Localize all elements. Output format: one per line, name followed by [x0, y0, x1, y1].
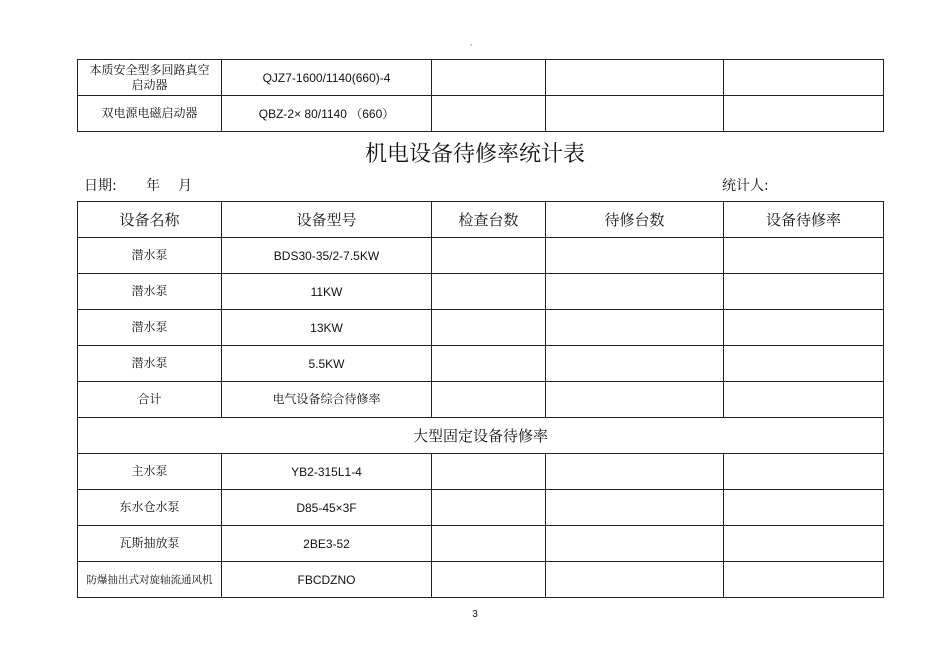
equipment-name-cell: 潜水泵: [78, 238, 222, 274]
empty-cell: [546, 96, 724, 132]
table-row: [78, 60, 884, 96]
section-title: 大型固定设备待修率: [78, 418, 884, 454]
header-cell-checked: 检查台数: [432, 202, 546, 238]
empty-cell: [724, 60, 884, 96]
empty-cell: [432, 562, 546, 598]
equipment-name-cell: 防爆抽出式对旋轴流通风机: [78, 562, 222, 598]
empty-cell: [546, 60, 724, 96]
header-row: [78, 202, 884, 238]
equipment-model-cell: 13KW: [222, 310, 432, 346]
equipment-name-cell: 瓦斯抽放泵: [78, 526, 222, 562]
empty-cell: [546, 454, 724, 490]
equipment-model-cell: FBCDZNO: [222, 562, 432, 598]
empty-cell: [546, 526, 724, 562]
empty-cell: [432, 526, 546, 562]
empty-cell: [724, 382, 884, 418]
empty-cell: [546, 310, 724, 346]
empty-cell: [432, 310, 546, 346]
empty-cell: [432, 454, 546, 490]
header-cell-rate: 设备待修率: [724, 202, 884, 238]
stat-person-label: 统计人:: [722, 178, 769, 194]
table-row: [78, 454, 884, 490]
table-row: [78, 526, 884, 562]
empty-cell: [432, 490, 546, 526]
speck-mark: [470, 44, 472, 46]
empty-cell: [432, 238, 546, 274]
top-table: [77, 59, 884, 132]
table-row: [78, 346, 884, 382]
year-label: 年: [146, 178, 160, 194]
section-row: [78, 418, 884, 454]
equipment-model-cell: 11KW: [222, 274, 432, 310]
month-label: 月: [178, 178, 192, 194]
page-title: 机电设备待修率统计表: [364, 142, 585, 167]
table-row: [78, 238, 884, 274]
empty-cell: [724, 346, 884, 382]
empty-cell: [546, 490, 724, 526]
empty-cell: [546, 346, 724, 382]
empty-cell: [546, 562, 724, 598]
main-table: [77, 201, 884, 598]
empty-cell: [432, 96, 546, 132]
empty-cell: [432, 60, 546, 96]
equipment-model-cell: 2BE3-52: [222, 526, 432, 562]
equipment-name-cell: 潜水泵: [78, 346, 222, 382]
header-cell-model: 设备型号: [222, 202, 432, 238]
empty-cell: [724, 310, 884, 346]
empty-cell: [724, 274, 884, 310]
table-row: [78, 562, 884, 598]
empty-cell: [724, 96, 884, 132]
empty-cell: [546, 238, 724, 274]
empty-cell: [724, 490, 884, 526]
empty-cell: [724, 526, 884, 562]
equipment-name-cell: 主水泵: [78, 454, 222, 490]
date-label: 日期:: [84, 178, 117, 194]
table-row: [78, 382, 884, 418]
equipment-name-cell: 本质安全型多回路真空启动器: [78, 60, 222, 96]
equipment-model-cell: BDS30-35/2-7.5KW: [222, 238, 432, 274]
page-number: 3: [472, 609, 478, 620]
equipment-name-cell: 潜水泵: [78, 310, 222, 346]
empty-cell: [432, 274, 546, 310]
equipment-model-cell: 5.5KW: [222, 346, 432, 382]
table-row: [78, 96, 884, 132]
equipment-model-cell: YB2-315L1-4: [222, 454, 432, 490]
equipment-model-cell: QBZ-2× 80/1140 （660）: [222, 96, 432, 132]
equipment-name-cell: 东水仓水泵: [78, 490, 222, 526]
total-cell: 合计: [78, 382, 222, 418]
combined-rate-cell: 电气设备综合待修率: [222, 382, 432, 418]
empty-cell: [546, 274, 724, 310]
empty-cell: [432, 346, 546, 382]
empty-cell: [724, 562, 884, 598]
table-row: [78, 274, 884, 310]
empty-cell: [724, 238, 884, 274]
equipment-name-cell: 双电源电磁启动器: [78, 96, 222, 132]
empty-cell: [724, 454, 884, 490]
empty-cell: [546, 382, 724, 418]
equipment-model-cell: D85-45×3F: [222, 490, 432, 526]
equipment-model-cell: QJZ7-1600/1140(660)-4: [222, 60, 432, 96]
table-row: [78, 310, 884, 346]
equipment-name-cell: 潜水泵: [78, 274, 222, 310]
header-cell-name: 设备名称: [78, 202, 222, 238]
empty-cell: [432, 382, 546, 418]
table-row: [78, 490, 884, 526]
header-cell-pending: 待修台数: [546, 202, 724, 238]
